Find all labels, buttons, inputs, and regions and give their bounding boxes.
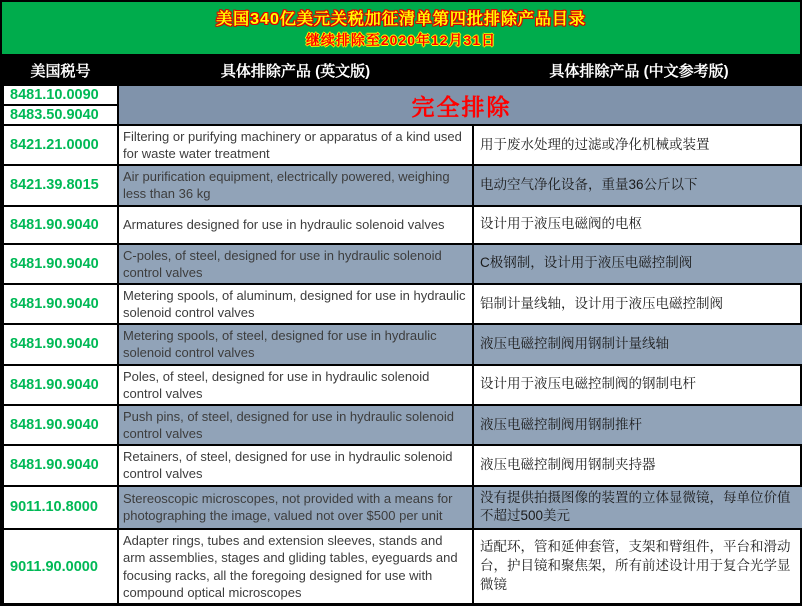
table-row [3, 486, 802, 530]
table-header-row [3, 55, 802, 85]
chinese-product-cell: C极钢制，设计用于液压电磁控制阀 [473, 244, 802, 284]
complete-exclusion-code-row [3, 85, 802, 105]
column-header-product-chinese: 具体排除产品 (中文参考版) [473, 55, 802, 85]
hts-code-cell: 8421.21.0000 [3, 125, 118, 165]
hts-code-cell: 8421.39.8015 [3, 165, 118, 205]
english-product-cell: Retainers, of steel, designed for use in hydraulic solenoid control valves [118, 445, 473, 485]
exclusion-table [2, 54, 802, 605]
table-row [3, 324, 802, 364]
table-row [3, 125, 802, 165]
hts-code-cell: 8481.10.0090 [3, 85, 118, 105]
document-subtitle: 继续排除至2020年12月31日 [305, 32, 497, 48]
hts-code-cell: 8481.90.9040 [3, 206, 118, 244]
table-row [3, 284, 802, 324]
complete-exclusion-merged-cell [118, 85, 802, 125]
table-row [3, 365, 802, 405]
chinese-product-cell: 电动空气净化设备，重量36公斤以下 [473, 165, 802, 205]
document-title: 美国340亿美元关税加征清单第四批排除产品目录 [216, 11, 586, 28]
column-header-hts-code: 美国税号 [3, 55, 118, 85]
hts-code-cell: 8481.90.9040 [3, 244, 118, 284]
chinese-product-cell: 设计用于液压电磁控制阀的钢制电杆 [473, 365, 802, 405]
chinese-product-cell: 铝制计量线轴，设计用于液压电磁控制阀 [473, 284, 802, 324]
table-row [3, 405, 802, 445]
english-product-cell: Adapter rings, tubes and extension sleeves, stands and arm assemblies, stages and gliding tables, eyeguards and focusing racks, all the foregoing designed for use with compound optical microscopes [118, 529, 473, 604]
table-row [3, 529, 802, 604]
hts-code-cell: 8481.90.9040 [3, 405, 118, 445]
english-product-cell: Stereoscopic microscopes, not provided with a means for photographing the image, valued not over $500 per unit [118, 486, 473, 530]
chinese-product-cell: 液压电磁控制阀用钢制夹持器 [473, 445, 802, 485]
english-product-cell: Poles, of steel, designed for use in hydraulic solenoid control valves [118, 365, 473, 405]
hts-code-cell: 9011.10.8000 [3, 486, 118, 530]
table-row [3, 165, 802, 205]
title-banner [2, 2, 800, 54]
english-product-cell: C-poles, of steel, designed for use in hydraulic solenoid control valves [118, 244, 473, 284]
chinese-product-cell: 液压电磁控制阀用钢制计量线轴 [473, 324, 802, 364]
english-product-cell: Push pins, of steel, designed for use in hydraulic solenoid control valves [118, 405, 473, 445]
hts-code-cell: 9011.90.0000 [3, 529, 118, 604]
chinese-product-cell: 适配环，管和延伸套管，支架和臂组件，平台和滑动台，护目镜和聚焦架，所有前述设计用于复合光学显微镜 [473, 529, 802, 604]
chinese-product-cell: 没有提供拍摄图像的装置的立体显微镜，每单位价值不超过500美元 [473, 486, 802, 530]
chinese-product-cell: 用于废水处理的过滤或净化机械或装置 [473, 125, 802, 165]
complete-exclusion-label: 完全排除 [411, 93, 512, 120]
english-product-cell: Metering spools, of steel, designed for use in hydraulic solenoid control valves [118, 324, 473, 364]
chinese-product-cell: 设计用于液压电磁阀的电枢 [473, 206, 802, 244]
hts-code-cell: 8481.90.9040 [3, 365, 118, 405]
english-product-cell: Filtering or purifying machinery or apparatus of a kind used for waste water treatment [118, 125, 473, 165]
hts-code-cell: 8481.90.9040 [3, 324, 118, 364]
table-row [3, 445, 802, 485]
table-row [3, 244, 802, 284]
table-row [3, 206, 802, 244]
hts-code-cell: 8481.90.9040 [3, 445, 118, 485]
english-product-cell: Metering spools, of aluminum, designed for use in hydraulic solenoid control valves [118, 284, 473, 324]
column-header-product-english: 具体排除产品 (英文版) [118, 55, 473, 85]
english-product-cell: Air purification equipment, electrically powered, weighing less than 36 kg [118, 165, 473, 205]
chinese-product-cell: 液压电磁控制阀用钢制推杆 [473, 405, 802, 445]
english-product-cell: Armatures designed for use in hydraulic solenoid valves [118, 206, 473, 244]
hts-code-cell: 8481.90.9040 [3, 284, 118, 324]
hts-code-cell: 8483.50.9040 [3, 105, 118, 125]
